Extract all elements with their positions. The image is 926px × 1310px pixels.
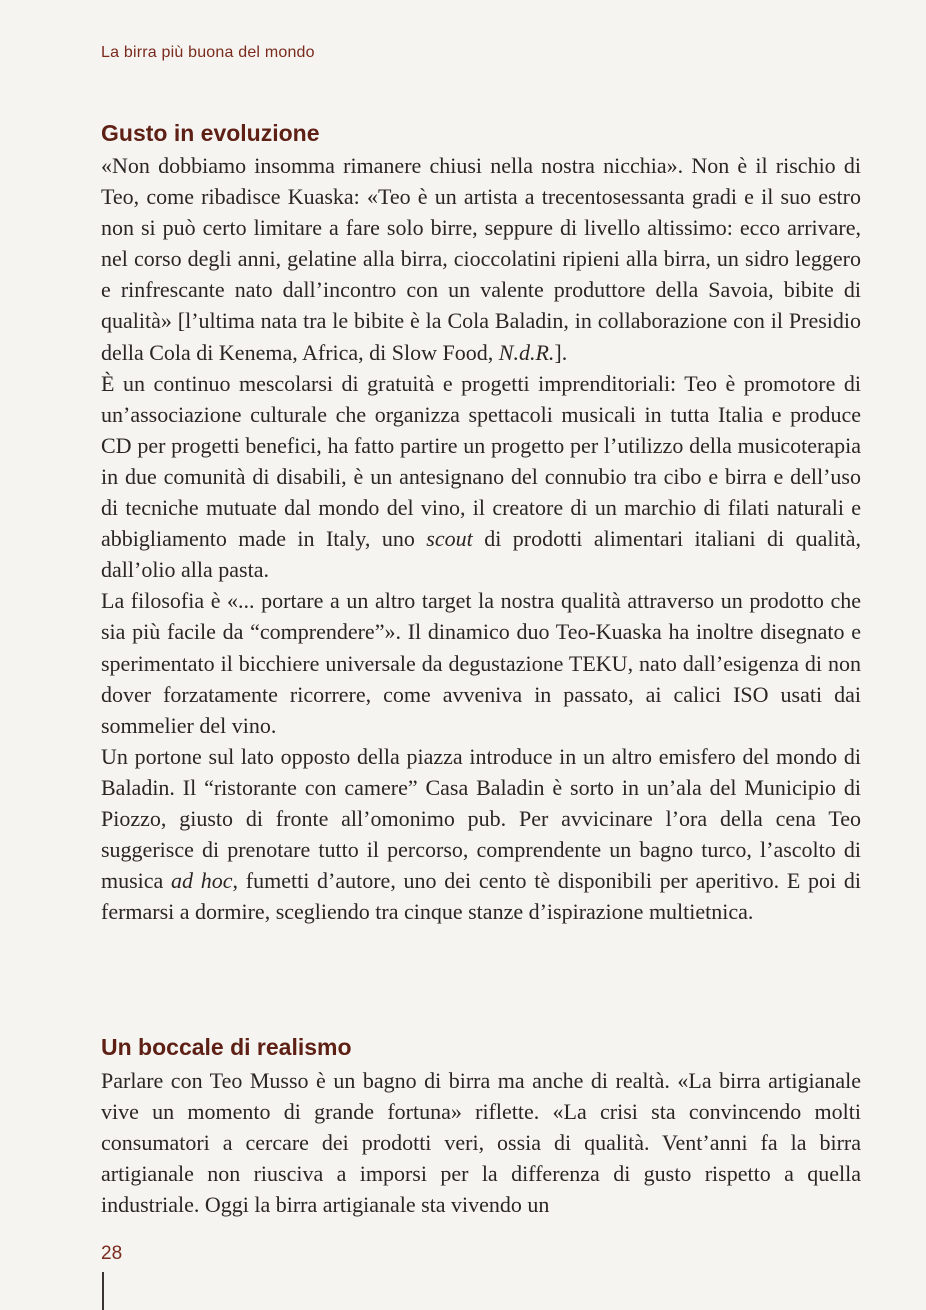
section-body-boccale [101,1065,861,1220]
margin-rule [102,1272,104,1310]
paragraph: Parlare con Teo Musso è un bagno di birra ma anche di realtà. «La birra artigianale vive un momento di grande fortuna» riflette. «La crisi sta convincendo molti consumatori a cercare dei prodotti veri, ossia di qualità. Vent’anni fa la birra artigianale non riusciva a imporsi per la differenza di gusto rispetto a quella industriale. Oggi la birra artigianale sta vivendo un [101,1068,861,1218]
page-number: 28 [101,1243,123,1264]
paragraph: «Non dobbiamo insomma rimanere chiusi nella nostra nicchia». Non è il rischio di Teo, come ribadisce Kuaska: «Teo è un artista a trecentosessanta gradi e il suo estro non si può certo limitare a fare solo birre, seppure di livello altissimo: ecco arrivare, nel corso degli anni, gelatine alla birra, cioccolatini ripieni alla birra, un sidro leggero e rinfrescante nato dall’incontro con un valente produttore della Savoia, bibite di qualità» [l’ultima nata tra le bibite è la Cola Baladin, in collaborazione con il Presidio della Cola di Kenema, Africa, di Slow Food, N.d.R.]. [101,153,861,365]
italic-text: N.d.R. [498,339,555,365]
paragraph: La filosofia è «... portare a un altro target la nostra qualità attraverso un prodotto che sia più facile da “comprendere”». Il dinamico duo Teo-Kuaska ha inoltre disegnato e sperimentato il bicchiere universale da degustazione TEKU, nato dall’esigenza di non dover forzatamente ricorrere, come avveniva in passato, ai calici ISO usati dai sommelier del vino. [101,588,861,738]
paragraph: Un portone sul lato opposto della piazza introduce in un altro emisfero del mondo di Baladin. Il “ristorante con camere” Casa Baladin è sorto in un’ala del Municipio di Piozzo, giusto di fronte all’omonimo pub. Per avvicinare l’ora della cena Teo suggerisce di prenotare tutto il percorso, comprendente un bagno turco, l’ascolto di musica ad hoc, fumetti d’autore, uno dei cento tè disponibili per aperitivo. E poi di fermarsi a dormire, scegliendo tra cinque stanze d’ispirazione multietnica. [101,743,861,925]
section-heading-boccale: Un boccale di realismo [101,1034,352,1060]
section-body-gusto [101,150,861,927]
running-head: La birra più buona del mondo [101,44,315,61]
paragraph: È un continuo mescolarsi di gratuità e progetti imprenditoriali: Teo è promotore di un’associazione culturale che organizza spettacoli musicali in tutta Italia e produce CD per progetti benefici, ha fatto partire un progetto per l’utilizzo della musicoterapia in due comunità di disabili, è un antesignano del connubio tra cibo e birra e dell’uso di tecniche mutuate dal mondo del vino, il creatore di un marchio di filati naturali e abbigliamento made in Italy, uno scout di prodotti alimentari italiani di qualità, dall’olio alla pasta. [101,370,861,583]
italic-text: ad hoc [171,868,233,894]
section-heading-gusto: Gusto in evoluzione [101,120,320,146]
italic-text: scout [426,526,473,552]
